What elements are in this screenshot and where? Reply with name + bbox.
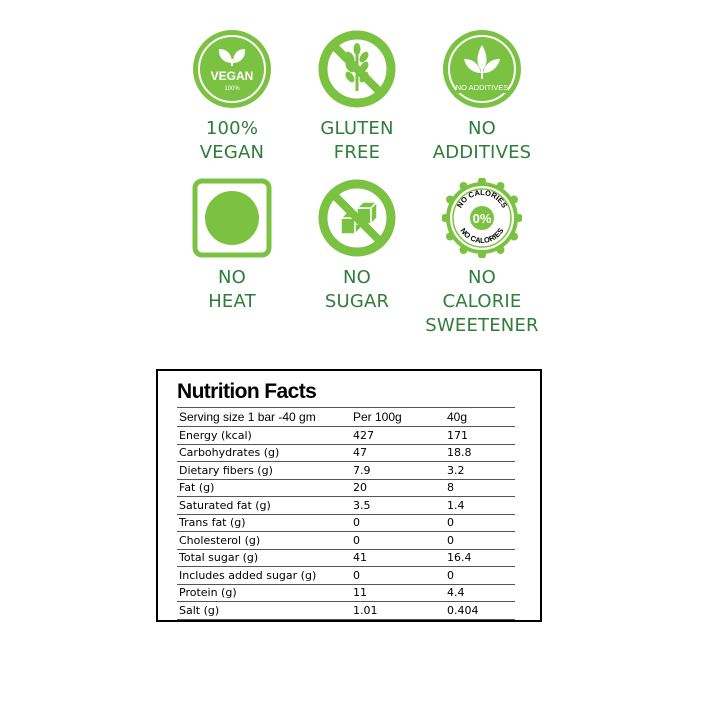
per-serving-header: 40g xyxy=(445,408,515,427)
value-per-100g: 41 xyxy=(351,549,445,567)
badge-label: NO SUGAR xyxy=(324,267,390,312)
nutrient-name: Saturated fat (g) xyxy=(177,497,351,515)
nutrient-name: Dietary fibers (g) xyxy=(177,462,351,480)
svg-text:NO CALORIES: NO CALORIES xyxy=(454,187,510,210)
badge-label: GLUTEN FREE xyxy=(320,118,394,163)
value-per-100g: 427 xyxy=(351,427,445,445)
badge-no-calorie-sweetener xyxy=(417,178,547,338)
value-per-serving: 8 xyxy=(445,479,515,497)
no-sugar-cubes-icon xyxy=(317,178,397,258)
nutrient-name: Carbohydrates (g) xyxy=(177,444,351,462)
svg-text:100%: 100% xyxy=(224,86,240,92)
badge-no-heat xyxy=(167,178,297,314)
value-per-100g: 7.9 xyxy=(351,462,445,480)
no-heat-circle-icon xyxy=(192,178,272,258)
value-per-100g: 0 xyxy=(351,514,445,532)
svg-text:NO ADDITIVES: NO ADDITIVES xyxy=(455,83,509,92)
table-row xyxy=(177,532,515,550)
vegan-leaf-icon xyxy=(192,29,272,109)
table-row xyxy=(177,497,515,515)
svg-text:NO CALORIES: NO CALORIES xyxy=(458,226,506,246)
badge-gluten-free xyxy=(292,29,422,165)
value-per-serving: 0 xyxy=(445,532,515,550)
table-row xyxy=(177,462,515,480)
value-per-100g: 47 xyxy=(351,444,445,462)
value-per-100g: 3.5 xyxy=(351,497,445,515)
badge-label: NO ADDITIVES xyxy=(432,118,532,163)
nutrient-name: Includes added sugar (g) xyxy=(177,567,351,585)
serving-size: Serving size 1 bar -40 gm xyxy=(177,408,351,427)
plant-leaf-icon xyxy=(442,29,522,109)
badge-label: NO HEAT xyxy=(208,267,256,312)
zero-calories-seal-icon xyxy=(442,178,522,258)
table-row xyxy=(177,602,515,620)
table-row xyxy=(177,514,515,532)
badge-label: NO CALORIE SWEETENER xyxy=(425,267,539,336)
table-row xyxy=(177,427,515,445)
nutrient-name: Fat (g) xyxy=(177,479,351,497)
value-per-serving: 18.8 xyxy=(445,444,515,462)
nutrition-title: Nutrition Facts xyxy=(177,380,317,403)
table-header-row xyxy=(177,408,515,427)
value-per-100g: 1.01 xyxy=(351,602,445,620)
per-100g-header: Per 100g xyxy=(351,408,445,427)
badge-no-sugar xyxy=(292,178,422,314)
value-per-serving: 1.4 xyxy=(445,497,515,515)
value-per-serving: 4.4 xyxy=(445,584,515,602)
value-per-100g: 20 xyxy=(351,479,445,497)
table-row xyxy=(177,549,515,567)
nutrient-name: Energy (kcal) xyxy=(177,427,351,445)
no-wheat-icon xyxy=(317,29,397,109)
nutrient-name: Cholesterol (g) xyxy=(177,532,351,550)
badge-no-additives xyxy=(417,29,547,165)
table-row xyxy=(177,584,515,602)
table-row xyxy=(177,479,515,497)
value-per-serving: 0 xyxy=(445,514,515,532)
table-row xyxy=(177,567,515,585)
value-per-100g: 11 xyxy=(351,584,445,602)
value-per-serving: 171 xyxy=(445,427,515,445)
value-per-serving: 0.404 xyxy=(445,602,515,620)
value-per-100g: 0 xyxy=(351,532,445,550)
nutrition-facts-panel xyxy=(156,369,542,622)
nutrient-name: Trans fat (g) xyxy=(177,514,351,532)
nutrient-name: Salt (g) xyxy=(177,602,351,620)
nutrient-name: Protein (g) xyxy=(177,584,351,602)
badge-label: 100% VEGAN xyxy=(199,118,265,163)
badge-vegan xyxy=(167,29,297,165)
svg-text:VEGAN: VEGAN xyxy=(210,69,254,83)
nutrient-name: Total sugar (g) xyxy=(177,549,351,567)
svg-text:0%: 0% xyxy=(472,211,492,226)
value-per-serving: 16.4 xyxy=(445,549,515,567)
value-per-serving: 0 xyxy=(445,567,515,585)
value-per-100g: 0 xyxy=(351,567,445,585)
value-per-serving: 3.2 xyxy=(445,462,515,480)
table-row xyxy=(177,444,515,462)
nutrition-table xyxy=(177,407,515,620)
